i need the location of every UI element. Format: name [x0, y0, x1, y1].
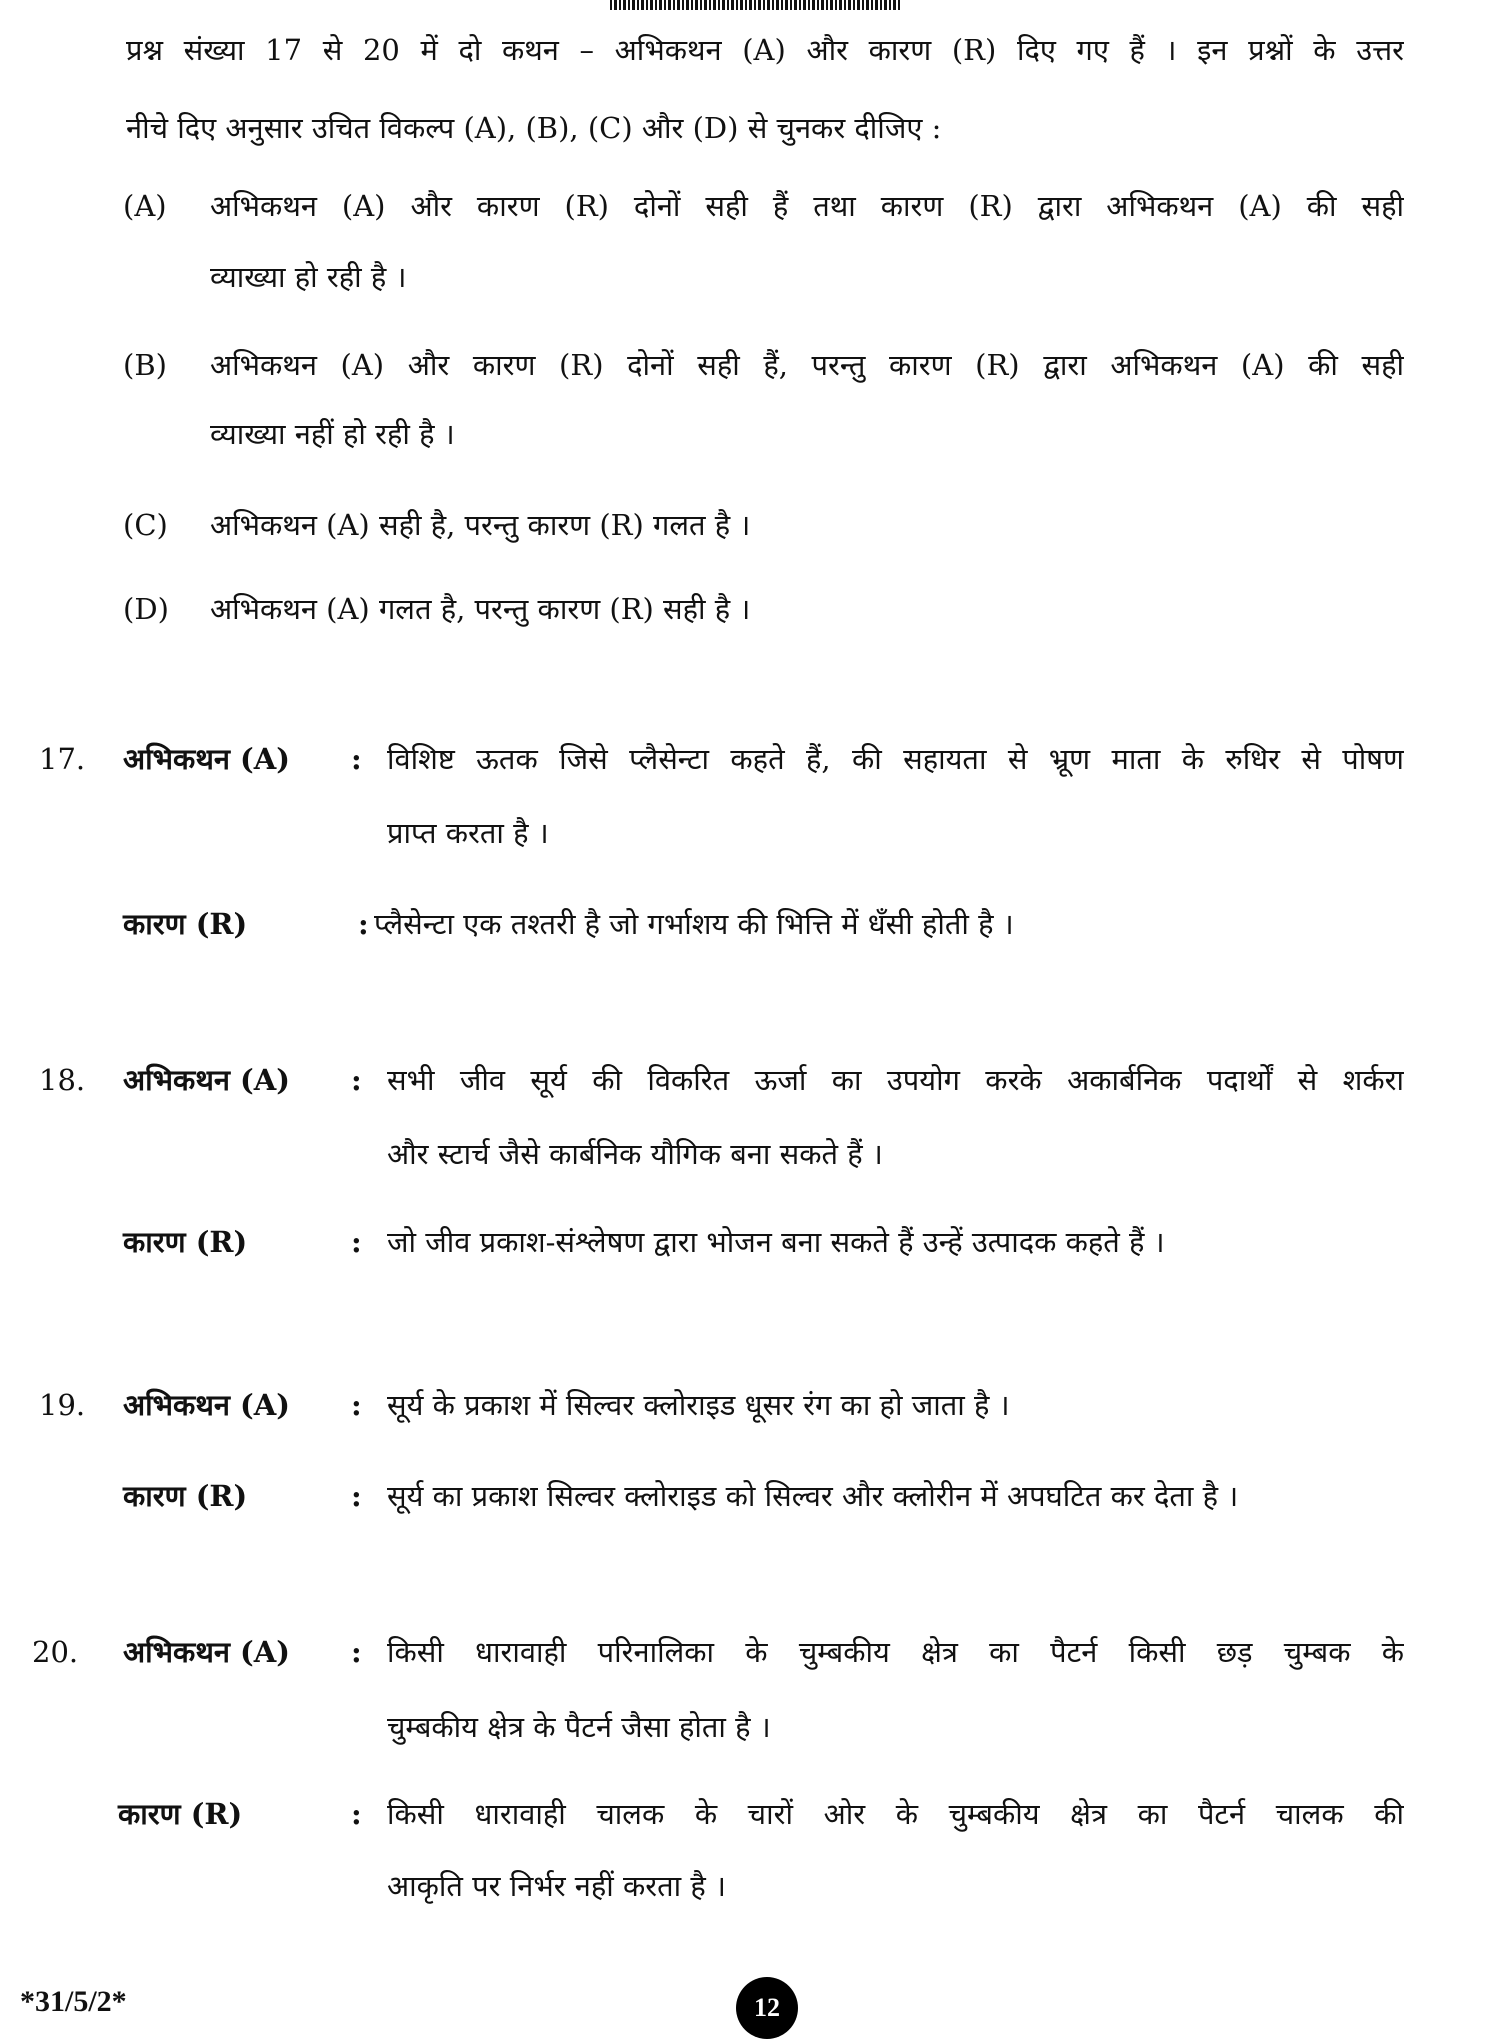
reason-label: कारण (R)	[123, 1225, 248, 1259]
option-label: (D)	[123, 592, 169, 626]
option-text: अभिकथन (A) सही है, परन्तु कारण (R) गलत है ।	[210, 508, 751, 542]
barcode	[610, 0, 900, 10]
option-text: अभिकथन (A) गलत है, परन्तु कारण (R) सही है ।	[210, 592, 751, 626]
reason-label: कारण (R)	[118, 1797, 243, 1831]
question-number: 19.	[39, 1388, 86, 1422]
option-text: व्याख्या नहीं हो रही है ।	[210, 417, 455, 451]
paper-code: *31/5/2*	[20, 1985, 127, 2018]
assertion-label: अभिकथन (A)	[123, 1063, 290, 1097]
option-label: (A)	[123, 189, 167, 223]
question-number: 17.	[39, 742, 86, 776]
reason-label: कारण (R)	[123, 907, 248, 941]
instruction-line-2: नीचे दिए अनुसार उचित विकल्प (A), (B), (C) और (D) से चुनकर दीजिए :	[126, 111, 942, 145]
reason-text: प्लैसेन्टा एक तश्तरी है जो गर्भाशय की भित्ति में धँसी होती है ।	[374, 907, 1014, 941]
colon: :	[351, 1388, 362, 1422]
colon: :	[351, 1225, 362, 1259]
reason-text: किसी धारावाही चालक के चारों ओर के चुम्बकीय क्षेत्र का पैटर्न चालक की	[387, 1797, 1404, 1831]
option-label: (B)	[123, 348, 167, 382]
assertion-text: चुम्बकीय क्षेत्र के पैटर्न जैसा होता है ।	[387, 1710, 771, 1744]
colon: :	[351, 742, 362, 776]
assertion-text: और स्टार्च जैसे कार्बनिक यौगिक बना सकते हैं ।	[387, 1137, 883, 1171]
assertion-label: अभिकथन (A)	[123, 742, 290, 776]
reason-label: कारण (R)	[123, 1479, 248, 1513]
assertion-text: प्राप्त करता है ।	[387, 816, 549, 850]
assertion-text: विशिष्ट ऊतक जिसे प्लैसेन्टा कहते हैं, की सहायता से भ्रूण माता के रुधिर से पोषण	[387, 742, 1404, 776]
question-number: 18.	[39, 1063, 86, 1097]
assertion-text: सभी जीव सूर्य की विकरित ऊर्जा का उपयोग करके अकार्बनिक पदार्थों से शर्करा	[387, 1063, 1404, 1097]
reason-text: जो जीव प्रकाश-संश्लेषण द्वारा भोजन बना सकते हैं उन्हें उत्पादक कहते हैं ।	[387, 1225, 1165, 1259]
option-text: अभिकथन (A) और कारण (R) दोनों सही हैं तथा कारण (R) द्वारा अभिकथन (A) की सही	[210, 189, 1404, 223]
assertion-text: किसी धारावाही परिनालिका के चुम्बकीय क्षेत्र का पैटर्न किसी छड़ चुम्बक के	[387, 1635, 1404, 1669]
colon: :	[358, 907, 369, 941]
option-text: व्याख्या हो रही है ।	[210, 260, 407, 294]
question-number: 20.	[32, 1635, 79, 1669]
option-label: (C)	[123, 508, 168, 542]
colon: :	[351, 1479, 362, 1513]
colon: :	[351, 1063, 362, 1097]
reason-text: आकृति पर निर्भर नहीं करता है ।	[387, 1869, 727, 1903]
assertion-text: सूर्य के प्रकाश में सिल्वर क्लोराइड धूसर रंग का हो जाता है ।	[387, 1388, 1010, 1422]
page-number: 12	[736, 1977, 798, 2039]
instruction-line-1: प्रश्न संख्या 17 से 20 में दो कथन – अभिकथन (A) और कारण (R) दिए गए हैं । इन प्रश्नों के उत्तर	[126, 33, 1404, 67]
option-text: अभिकथन (A) और कारण (R) दोनों सही हैं, परन्तु कारण (R) द्वारा अभिकथन (A) की सही	[210, 348, 1404, 382]
colon: :	[351, 1797, 362, 1831]
assertion-label: अभिकथन (A)	[123, 1388, 290, 1422]
reason-text: सूर्य का प्रकाश सिल्वर क्लोराइड को सिल्वर और क्लोरीन में अपघटित कर देता है ।	[387, 1479, 1239, 1513]
assertion-label: अभिकथन (A)	[123, 1635, 290, 1669]
colon: :	[351, 1635, 362, 1669]
